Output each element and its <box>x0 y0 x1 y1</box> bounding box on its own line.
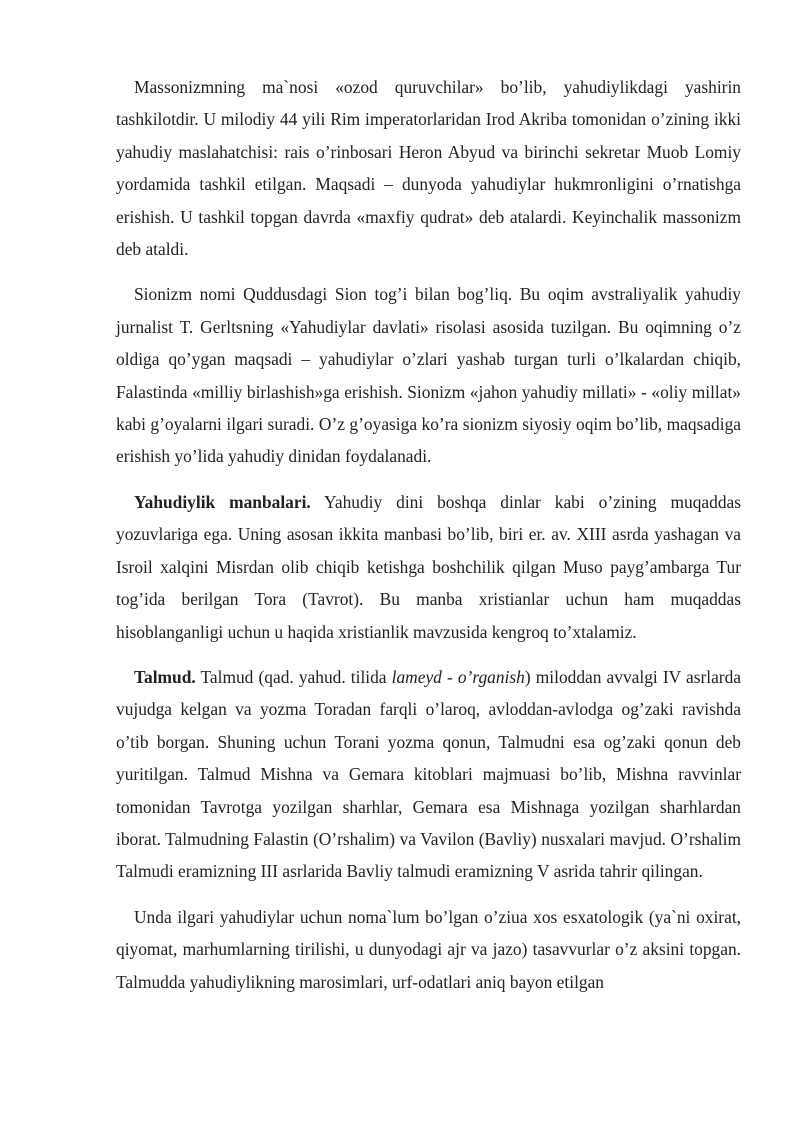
paragraph-text: Sionizm nomi Quddusdagi Sion tog’i bilan bog’liq. Bu oqim avstraliyalik yahudiy jurnalist T. Gerltsning «Yahudiylar davlati» risolasi asosida tuzilgan. Bu oqimning o’z oldiga qo’ygan maqsadi – yahudiylar o’zlari yashab turgan turli o’lkalardan chiqib, Falastinda «milliy birlashish»ga erishish. Sionizm «jahon yahudiy millati» - «oliy millat» kabi g’oyalarni ilgari suradi. O’z g’oyasiga ko’ra sionizm siyosiy oqim bo’lib, maqsadiga erishish yo’lida yahudiy dinidan foydalanadi. <box>116 284 741 467</box>
paragraph-talmud <box>116 661 741 888</box>
paragraph-masonry <box>116 71 741 265</box>
section-lead-heading: Yahudiylik manbalari. <box>134 491 311 512</box>
paragraph-text: Yahudiy dini boshqa dinlar kabi o’zining muqaddas yozuvlariga ega. Uning asosan ikkita manbasi bo’lib, biri er. av. XIII asrda yashagan va Isroil xalqini Misrdan olib chiqib ketishga boshchilik qilgan Muso payg’ambarga Tur tog’ida berilgan Tora (Tavrot). Bu manba xristianlar uchun ham muqaddas hisoblanganligi uchun u haqida xristianlik mavzusida kengroq to’xtalamiz. <box>116 491 742 642</box>
paragraph-text: Talmud (qad. yahud. tilida <box>195 666 392 687</box>
paragraph-text: Massonizmning ma`nosi «ozod quruvchilar» bo’lib, yahudiylikdagi yashirin tashkilotdir. U milodiy 44 yili Rim imperatorlaridan Irod Akriba tomonidan o’zining ikki yahudiy maslahatchisi: rais o’rinbosari Heron Abyud va birinchi sekretar Muob Lomiy yordamida tashkil etilgan. Maqsadi – dunyoda yahudiylar hukmronligini o’rnatishga erishish. U tashkil topgan davrda «maxfiy qudrat» deb atalardi. Keyinchalik massonizm deb ataldi. <box>116 77 741 260</box>
section-lead-heading: Talmud. <box>134 666 196 687</box>
paragraph-eschatology <box>116 901 741 998</box>
italic-term: lameyd - o’rganish <box>391 666 525 687</box>
paragraph-judaism-sources <box>116 486 741 648</box>
paragraph-text: ) miloddan avvalgi IV asrlarda vujudga kelgan va yozma Toradan farqli o’laroq, avloddan-avlodga og’zaki ravishda o’tib borgan. Shuning uchun Torani yozma qonun, Talmudni esa og’zaki qonun deb yuritilgan. Talmud Mishna va Gemara kitoblari majmuasi bo’lib, Mishna ravvinlar tomonidan Tavrotga yozilgan sharhlar, Gemara esa Mishnaga yozilgan sharhlardan iborat. Talmudning Falastin (O’rshalim) va Vavilon (Bavliy) nusxalari mavjud. O’rshalim Talmudi eramizning III asrlarida Bavliy talmudi eramizning V asrida tahrir qilingan. <box>116 666 742 882</box>
paragraph-zionism <box>116 278 741 472</box>
paragraph-text: Unda ilgari yahudiylar uchun noma`lum bo’lgan o’ziua xos esxatologik (ya`ni oxirat, qiyomat, marhumlarning tirilishi, u dunyodagi ajr va jazo) tasavvurlar o’z aksini topgan. Talmudda yahudiylikning marosimlari, urf-odatlari aniq bayon etilgan <box>116 906 741 992</box>
document-page <box>116 71 741 1011</box>
